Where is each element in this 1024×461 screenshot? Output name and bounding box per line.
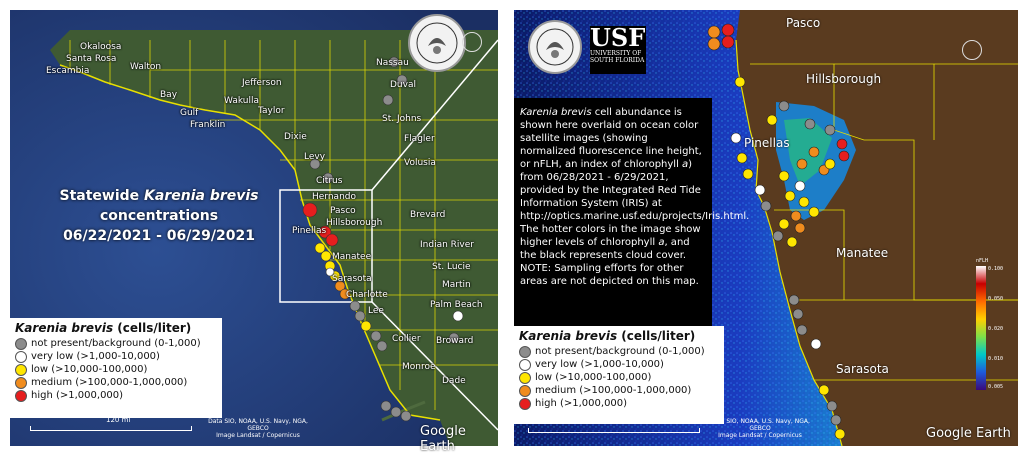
county-label: Lee	[368, 306, 384, 316]
tampa-bay-nflh-panel[interactable]	[514, 10, 1018, 446]
scale-label: 21.4 mi	[614, 418, 641, 426]
fwc-logo	[408, 14, 466, 72]
county-label: Collier	[392, 334, 421, 344]
map-attribution: Data SIO, NOAA, U.S. Navy, NGA, GEBCO Image Landsat / Copernicus	[710, 418, 810, 439]
county-label: Bay	[160, 90, 178, 100]
legend-swatch	[15, 377, 27, 389]
county-label: Pinellas	[292, 226, 327, 236]
legend-swatch	[15, 390, 27, 402]
map-attribution: Data SIO, NOAA, U.S. Navy, NGA, GEBCO Image Landsat / Copernicus	[208, 418, 308, 439]
legend-item: low (>10,000-100,000)	[519, 371, 719, 384]
county-label: Duval	[390, 80, 416, 90]
county-label: St. Lucie	[432, 262, 471, 272]
legend-title: Karenia brevis (cells/liter)	[15, 321, 192, 335]
county-label: Walton	[130, 62, 162, 72]
county-label: Monroe	[402, 362, 436, 372]
county-label: Wakulla	[224, 96, 259, 106]
usf-logo: USF UNIVERSITY OF SOUTH FLORIDA	[590, 26, 646, 74]
colorbar-tick: 0.005	[988, 384, 1004, 390]
google-earth-watermark: Google Earth	[926, 426, 1011, 441]
legend-title: Karenia brevis (cells/liter)	[519, 329, 696, 343]
county-label: St. Johns	[382, 114, 422, 124]
county-label: Hernando	[312, 192, 356, 202]
county-label: Charlotte	[346, 290, 388, 300]
legend-item: high (>1,000,000)	[15, 389, 217, 402]
nflh-colorbar	[976, 266, 986, 390]
county-label: Martin	[442, 280, 471, 290]
county-label: Hillsborough	[326, 218, 383, 228]
county-label: Santa Rosa	[66, 54, 117, 64]
legend-item: high (>1,000,000)	[519, 397, 719, 410]
legend-swatch	[519, 385, 531, 397]
legend-swatch	[519, 346, 531, 358]
county-label: Sarasota	[332, 274, 372, 284]
county-label: Franklin	[190, 120, 226, 130]
legend-item: not present/background (0-1,000)	[15, 337, 217, 350]
colorbar-title: nFLH	[976, 258, 989, 264]
county-label: Flagler	[404, 134, 435, 144]
legend-item: medium (>100,000-1,000,000)	[15, 376, 217, 389]
colorbar-tick: 0.010	[988, 356, 1004, 362]
county-label: Palm Beach	[430, 300, 483, 310]
county-label-pasco: Pasco	[786, 16, 821, 30]
left-legend	[10, 318, 222, 418]
county-label: Dixie	[284, 132, 307, 142]
compass-icon[interactable]	[962, 40, 982, 60]
county-label-pinellas: Pinellas	[744, 136, 790, 150]
google-earth-watermark: Google Earth	[420, 424, 466, 454]
scale-bar	[30, 426, 192, 431]
county-label: Nassau	[376, 58, 409, 68]
county-label: Jefferson	[242, 78, 282, 88]
fwc-logo	[528, 20, 582, 74]
colorbar-tick: 0.050	[988, 296, 1004, 302]
county-label: Manatee	[332, 252, 372, 262]
legend-item: low (>10,000-100,000)	[15, 363, 217, 376]
county-label-hillsborough: Hillsborough	[806, 72, 882, 86]
info-note: NOTE: Sampling efforts for other areas are not depicted on this map.	[520, 263, 699, 287]
legend-swatch	[519, 359, 531, 371]
colorbar-tick: 0.020	[988, 326, 1004, 332]
county-label: Pasco	[330, 206, 356, 216]
colorbar-tick: 0.100	[988, 266, 1004, 272]
compass-icon[interactable]	[462, 32, 482, 52]
legend-swatch	[15, 338, 27, 350]
scale-label: 120 mi	[106, 416, 131, 424]
county-label: Volusia	[404, 158, 436, 168]
county-label: Indian River	[420, 240, 474, 250]
county-label: Dade	[442, 376, 466, 386]
legend-item: medium (>100,000-1,000,000)	[519, 384, 719, 397]
county-label: Brevard	[410, 210, 446, 220]
legend-swatch	[15, 364, 27, 376]
statewide-map-panel[interactable]	[10, 10, 498, 454]
map-title: Statewide Karenia brevis concentrations 06/22/2021 - 06/29/2021	[59, 188, 259, 244]
county-label: Gulf	[180, 108, 199, 118]
county-label-manatee: Manatee	[836, 246, 889, 260]
right-legend	[514, 326, 724, 424]
info-text-box: Karenia brevis cell abundance is shown here overlaid on ocean color satellite images (showing normalized fluorescence line height, or nFLH, an index of chlorophyll a) from 06/28/2021 - 6/29/2021, provided by the Integrated Red Tide Information System (IRIS) at http://optics.marine.usf.edu/projects/Iris.html. The hotter colors in the image show higher levels of chlorophyll a, and the black represents cloud cover. NOTE: Sampling efforts for other areas are not depicted on this map.	[514, 98, 712, 326]
county-label: Escambia	[46, 66, 90, 76]
county-label: Okaloosa	[80, 42, 122, 52]
legend-item: not present/background (0-1,000)	[519, 345, 719, 358]
legend-swatch	[519, 372, 531, 384]
county-label: Taylor	[258, 106, 285, 116]
scale-bar	[528, 428, 700, 433]
county-label-sarasota: Sarasota	[836, 362, 889, 376]
county-label: Citrus	[316, 176, 343, 186]
legend-item: very low (>1,000-10,000)	[15, 350, 217, 363]
county-label: Levy	[304, 152, 326, 162]
legend-item: very low (>1,000-10,000)	[519, 358, 719, 371]
county-label: Broward	[436, 336, 474, 346]
legend-swatch	[15, 351, 27, 363]
legend-swatch	[519, 398, 531, 410]
